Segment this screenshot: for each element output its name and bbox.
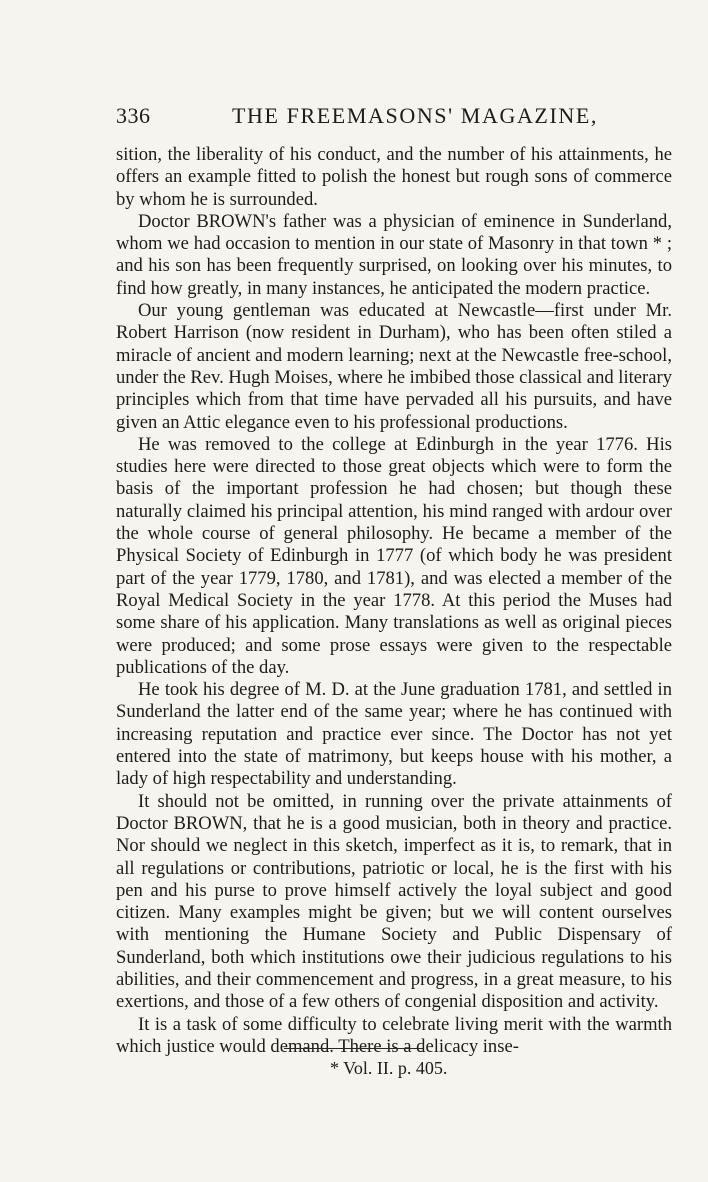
page-number: 336 [116, 103, 151, 128]
page-header [116, 103, 672, 133]
paragraph-edinburgh: He was removed to the college at Edinburgh in the year 1776. His studies here were directed to those great objects which were to form the basis of the important profession he had chosen; but though these naturally claimed his principal attention, his mind ranged with ardour over the whole course of general philosophy. He became a member of the Physical Society of Edinburgh in 1777 (of which body he was president part of the year 1779, 1780, and 1781), and was elected a member of the Royal Medical Society in the year 1778. At this period the Muses had some share of his application. Many translations as well as original pieces were produced; and some prose essays were given to the respectable publications of the day. [116, 433, 672, 678]
paragraph-continuation: sition, the liberality of his conduct, and the number of his attainments, he offers an example fitted to polish the honest but rough sons of commerce by whom he is surrounded. [116, 144, 672, 210]
article-body [116, 144, 672, 1058]
paragraph-father: Doctor BROWN's father was a physician of eminence in Sunderland, whom we had occasion to mention in our state of Masonry in that town * ; and his son has been frequently surprised, on looking over his minutes, to find how greatly, in many instances, he anticipated the modern practice. [116, 210, 672, 299]
paragraph-education: Our young gentleman was educated at Newcastle—first under Mr. Robert Harrison (now resident in Durham), who has been often stiled a miracle of ancient and modern learning; next at the Newcastle free-school, under the Rev. Hugh Moises, where he imbibed those classical and literary principles which from that time have pervaded all his pursuits, and have given an Attic elegance even to his professional productions. [116, 300, 672, 433]
footnote-divider [284, 1048, 424, 1049]
paragraph-attainments: It should not be omitted, in running over the private attainments of Doctor BROWN, that he is a good musician, both in theory and practice. Nor should we neglect in this sketch, imperfect as it is, to remark, that in all regulations or contributions, patriotic or local, he is the first with his pen and his purse to prove himself actively the loyal subject and good citizen. Many examples might be given; but we will content ourselves with mentioning the Humane Society and Public Dispensary of Sunderland, both which institutions owe their judicious regulations to his abilities, and their commencement and progress, in a great measure, to his exertions, and those of a few others of congenial disposition and activity. [116, 790, 672, 1013]
running-title: THE FREEMASONS' MAGAZINE, [232, 103, 599, 128]
paragraph-closing: It is a task of some difficulty to celebrate living merit with the warmth which justice would demand. There is a delicacy inse- [116, 1013, 672, 1057]
footnote: * Vol. II. p. 405. [330, 1058, 448, 1078]
paragraph-degree: He took his degree of M. D. at the June graduation 1781, and settled in Sunderland the latter end of the same year; where he has continued with increasing reputation and practice ever since. The Doctor has not yet entered into the state of matrimony, but keeps house with his mother, a lady of high respectability and understanding. [116, 679, 672, 790]
